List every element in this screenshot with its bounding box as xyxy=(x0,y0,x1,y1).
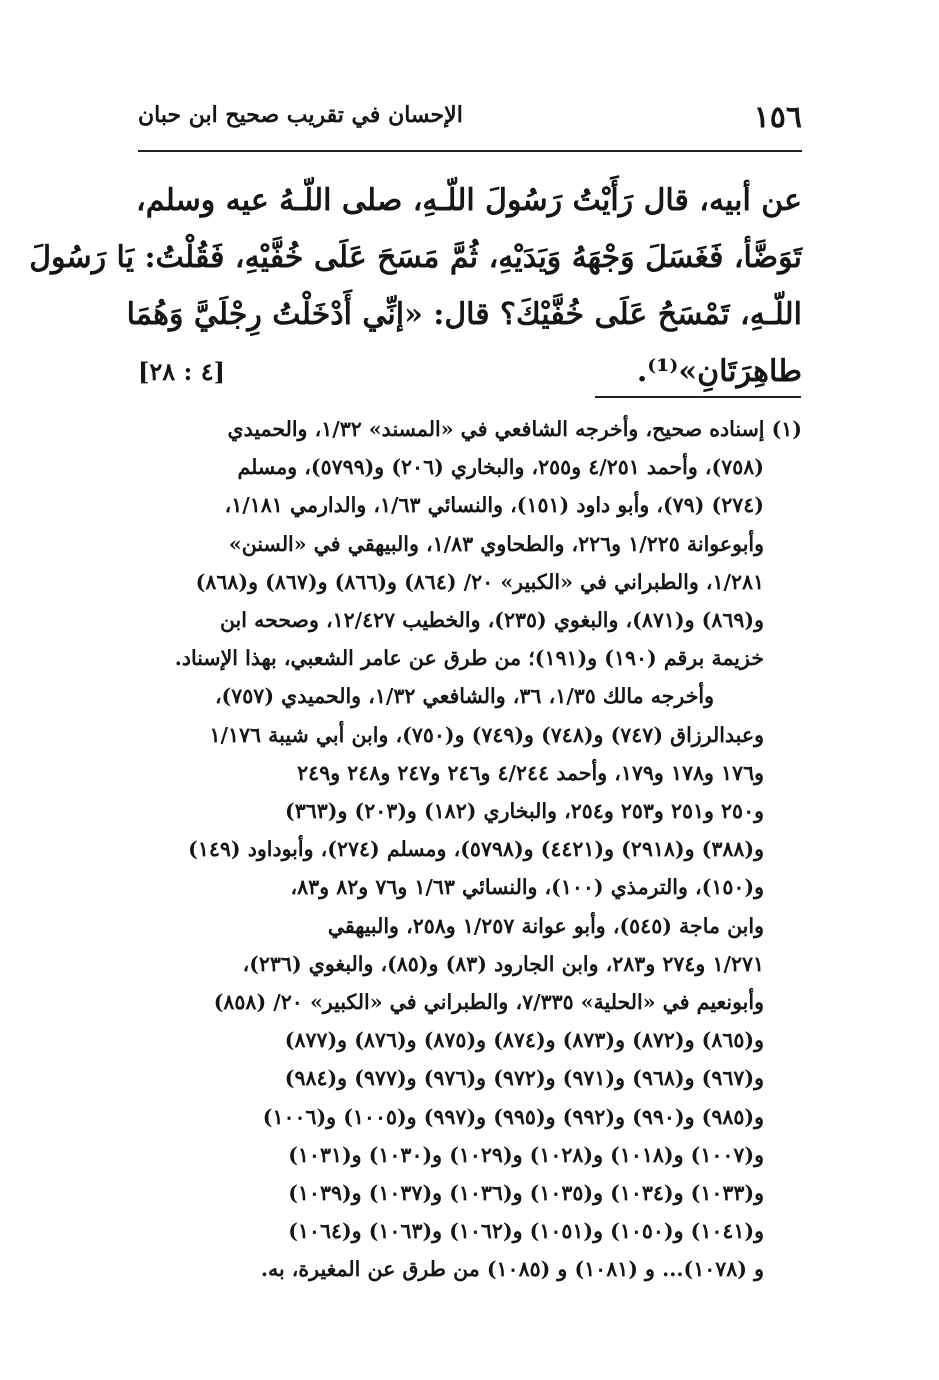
footnote-line: و(٨٦٩) و(٨٧١)، والبغوي (٢٣٥)، والخطيب ١٢/٤٢٧، وصححه ابن xyxy=(219,608,764,633)
hadith-text xyxy=(29,172,802,400)
footnote-line: (٢٧٤) (٧٩)، وأبو داود (١٥١)، والنسائي ١/٦٣، والدارمي ١/١٨١، xyxy=(224,493,764,518)
footnote-line: و (١٠٧٨)... و (١٠٨١) و (١٠٨٥) من طرق عن المغيرة، به. xyxy=(260,1257,764,1282)
footnote-line: و(٩٦٧) و(٩٦٨) و(٩٧١) و(٩٧٢) و(٩٧٦) و(٩٧٧) و(٩٨٤) xyxy=(284,1066,764,1091)
hadith-line: عن أبيه، قال رَأَيْتُ رَسُولَ اللّـهِ، صلى اللّـهُ عيه وسلم، xyxy=(136,183,802,218)
footnote-line: ١/٢٧١ و٢٧٤ و٢٨٣، وابن الجارود (٨٣) و(٨٥)، والبغوي (٢٣٦)، xyxy=(242,951,764,976)
footnote-line: و(٣٨٨) و(٢٩١٨) و(٤٤٢١) و(٥٧٩٨)، ومسلم (٢٧٤)، وأبوداود (١٤٩) xyxy=(188,837,764,862)
footnote-line: و(١٠٤١) و(١٠٥٠) و(١٠٥١) و(١٠٦٢) و(١٠٦٣) و(١٠٦٤) xyxy=(288,1219,764,1244)
footnote-line: و(١٠٣٣) و(١٠٣٤) و(١٠٣٥) و(١٠٣٦) و(١٠٣٧) و(١٠٣٩) xyxy=(288,1181,764,1206)
footnote-line: (٧٥٨)، وأحمد ٤/٢٥١ و٢٥٥، والبخاري (٢٠٦) و(٥٧٩٩)، ومسلم xyxy=(237,455,764,480)
page-header xyxy=(138,92,802,152)
footnote-line: و(٨٦٥) و(٨٧٢) و(٨٧٣) و(٨٧٤) و(٨٧٥) و(٨٧٦) و(٨٧٧) xyxy=(284,1028,764,1053)
footnote-line: و(١٥٠)، والترمذي (١٠٠)، والنسائي ١/٦٣ و٧٦ و٨٢ و٨٣، xyxy=(290,875,764,900)
footnote-line: و(٩٨٥) و(٩٩٠) و(٩٩٢) و(٩٩٥) و(٩٩٧) و(١٠٠٥) و(١٠٠٦) xyxy=(262,1104,764,1129)
footnote-line: وابن ماجة (٥٤٥)، وأبو عوانة ١/٢٥٧ و٢٥٨، والبيهقي xyxy=(327,913,764,938)
running-title: الإحسان في تقريب صحيح ابن حبان xyxy=(138,102,463,128)
footnote-line: ١/٢٨١، والطبراني في «الكبير» ٢٠/ (٨٦٤) و(٨٦٦) و(٨٦٧) و(٨٦٨) xyxy=(195,569,764,594)
hadith-reference: [٤ : ٢٨] xyxy=(138,357,225,386)
footnote-line: و١٧٦ و١٧٨ و١٧٩، وأحمد ٤/٢٤٤ و٢٤٦ و٢٤٧ و٢٤٨ و٢٤٩ xyxy=(297,760,764,785)
footnote-line: و(١٠٠٧) و(١٠١٨) و(١٠٢٨) و(١٠٢٩) و(١٠٣٠) و(١٠٣١) xyxy=(288,1142,764,1167)
footnote-line: وأبوعوانة ١/٢٢٥ و٢٢٦، والطحاوي ١/٨٣، والبيهقي في «السنن» xyxy=(228,531,764,556)
footnote-line: و٢٥٠ و٢٥١ و٢٥٣ و٢٥٤، والبخاري (١٨٢) و(٢٠٣) و(٣٦٣) xyxy=(285,799,764,824)
footnote-line: وعبدالرزاق (٧٤٧) و(٧٤٨) و(٧٤٩) و(٧٥٠)، وابن أبي شيبة ١/١٧٦ xyxy=(209,722,764,747)
hadith-line: اللّـهِ، تَمْسَحُ عَلَى خُفَّيْكَ؟ قال: «إنِّي أَدْخَلْتُ رِجْلَيَّ وَهُمَا xyxy=(126,297,802,332)
footnote-line: وأخرجه مالك ١/٣٥، ٣٦، والشافعي ١/٣٢، والحميدي (٧٥٧)، xyxy=(214,684,714,709)
hadith-line: تَوَضَّأ، فَغَسَلَ وَجْهَهُ وَيَدَيْهِ، ثُمَّ مَسَحَ عَلَى خُفَّيْهِ، فَقُلْتُ: يَا رَسُولَ xyxy=(29,240,802,275)
footnotes xyxy=(134,410,802,1289)
footnote-line: وأبونعيم في «الحلية» ٧/٣٣٥، والطبراني في «الكبير» ٢٠/ (٨٥٨) xyxy=(213,990,764,1015)
hadith-line xyxy=(138,343,802,400)
page-number: ١٥٦ xyxy=(753,100,802,135)
hadith-line-text: طاهِرَتَانِ»⁽¹⁾. xyxy=(636,354,802,389)
footnote-line: خزيمة برقم (١٩٠) و(١٩١)؛ من طرق عن عامر الشعبي، بهذا الإسناد. xyxy=(174,646,764,671)
footnote-divider xyxy=(595,396,801,398)
footnote-line: (١) إسناده صحيح، وأخرجه الشافعي في «المسند» ١/٣٢، والحميدي xyxy=(227,417,802,441)
